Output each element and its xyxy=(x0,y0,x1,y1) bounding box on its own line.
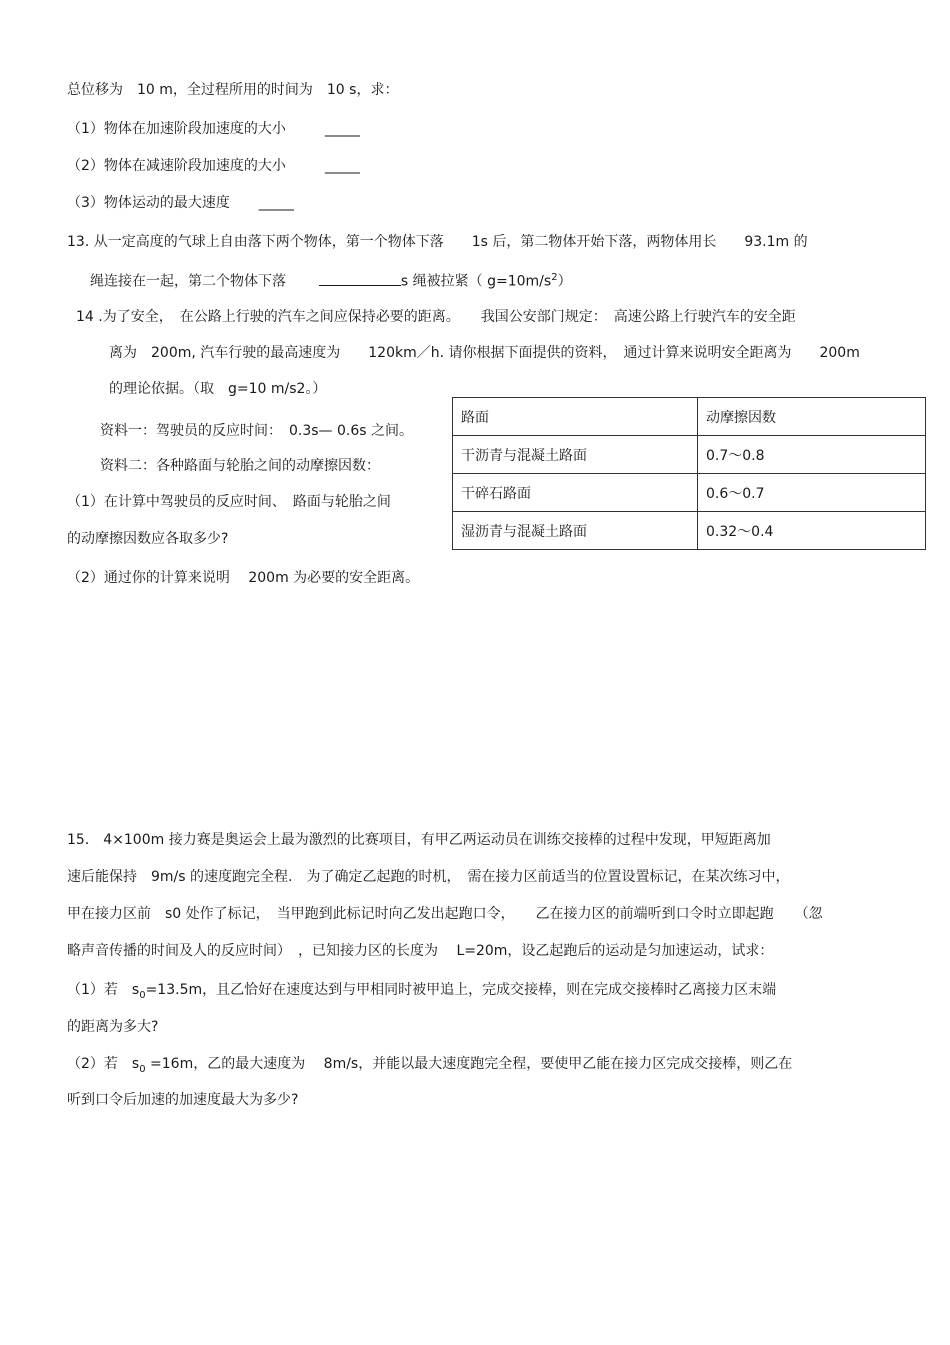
q14-part1-a: （1）在计算中驾驶员的反应时间、 路面与轮胎之间 xyxy=(67,494,391,510)
table-header-row xyxy=(453,398,926,436)
q12-part1 xyxy=(67,119,360,139)
table-cell: 湿沥青与混凝土路面 xyxy=(453,512,698,550)
q13-line2 xyxy=(90,268,572,292)
friction-table xyxy=(452,397,926,550)
q15-part1-pre: （1）若 s xyxy=(67,982,140,998)
q14-part2: （2）通过你的计算来说明 200m 为必要的安全距离。 xyxy=(67,570,420,586)
q14-info1: 资料一：驾驶员的反应时间： 0.3s— 0.6s 之间。 xyxy=(100,423,414,439)
table-row xyxy=(453,436,926,474)
table-cell: 0.6～0.7 xyxy=(698,474,926,512)
table-header: 路面 xyxy=(453,398,698,436)
q13-line2-text: 绳连接在一起，第二个物体下落 xyxy=(90,273,286,290)
q15-part2-b: 听到口令后加速的加速度最大为多少? xyxy=(67,1092,299,1108)
q13-exponent: 2 xyxy=(551,272,558,283)
q12-part3 xyxy=(67,193,294,213)
table-cell: 0.32～0.4 xyxy=(698,512,926,550)
q15-part1-b: 的距离为多大? xyxy=(67,1019,159,1035)
q12-part2-text: （2）物体在减速阶段加速度的大小 xyxy=(67,158,286,174)
q15-line4: 略声音传播的时间及人的反应时间） ，已知接力区的长度为 L=20m，设乙起跑后的运动是匀加速运动，试求： xyxy=(67,943,774,959)
table-row xyxy=(453,474,926,512)
q12-part2-blank: _____ xyxy=(324,158,360,174)
q14-info2: 资料二：各种路面与轮胎之间的动摩擦因数： xyxy=(100,458,380,474)
table-header: 动摩擦因数 xyxy=(698,398,926,436)
q12-part3-blank: _____ xyxy=(258,195,294,211)
q15-part1-post: =13.5m，且乙恰好在速度达到与甲相同时被甲追上，完成交接棒，则在完成交接棒时乙离接力区末端 xyxy=(145,982,777,998)
q15-part1 xyxy=(67,980,776,1006)
q13-answer-blank xyxy=(319,271,401,286)
q15-part2-pre: （2）若 s xyxy=(67,1056,140,1072)
q15-line2: 速后能保持 9m/s 的速度跑完全程. 为了确定乙起跑的时机， 需在接力区前适当的位置设置标记，在某次练习中， xyxy=(67,869,790,885)
q12-part1-blank: _____ xyxy=(324,121,360,137)
q14-line2: 离为 200m, 汽车行驶的最高速度为 120km／h. 请你根据下面提供的资料， 通过计算来说明安全距离为 200m xyxy=(109,345,860,361)
q12-part3-text: （3）物体运动的最大速度 xyxy=(67,195,230,211)
q12-part2 xyxy=(67,156,360,176)
q14-line3: 的理论依据。（取 g=10 m/s2。） xyxy=(109,381,327,397)
q13-line2-unit: s 绳被拉紧（ g=10m/s xyxy=(400,273,552,290)
table-cell: 干沥青与混凝土路面 xyxy=(453,436,698,474)
q15-part2-post: =16m，乙的最大速度为 8m/s，并能以最大速度跑完全程，要使甲乙能在接力区完成交接棒，则乙在 xyxy=(145,1056,793,1072)
q13-line2-close: ） xyxy=(557,273,572,290)
q15-line1: 15． 4×100m 接力赛是奥运会上最为激烈的比赛项目，有甲乙两运动员在训练交接棒的过程中发现，甲短距离加 xyxy=(67,832,771,848)
q14-part1-b: 的动摩擦因数应各取多少? xyxy=(67,531,229,547)
q15-part2-sub: 0 xyxy=(139,1063,146,1075)
table-row xyxy=(453,512,926,550)
q12-line1: 总位移为 10 m，全过程所用的时间为 10 s，求： xyxy=(67,82,399,98)
q12-part1-text: （1）物体在加速阶段加速度的大小 xyxy=(67,121,286,137)
q15-part2 xyxy=(67,1054,792,1080)
table-cell: 干碎石路面 xyxy=(453,474,698,512)
q13-line1: 13. 从一定高度的气球上自由落下两个物体，第一个物体下落 1s 后，第二物体开始下落，两物体用长 93.1m 的 xyxy=(67,234,808,250)
q14-line1: 14 .为了安全， 在公路上行驶的汽车之间应保持必要的距离。 我国公安部门规定： 高速公路上行驶汽车的安全距 xyxy=(76,309,796,325)
table-cell: 0.7～0.8 xyxy=(698,436,926,474)
q15-line3: 甲在接力区前 s0 处作了标记， 当甲跑到此标记时向乙发出起跑口令， 乙在接力区的前端听到口令时立即起跑 （忽 xyxy=(67,906,823,922)
q15-part1-sub: 0 xyxy=(139,989,146,1001)
